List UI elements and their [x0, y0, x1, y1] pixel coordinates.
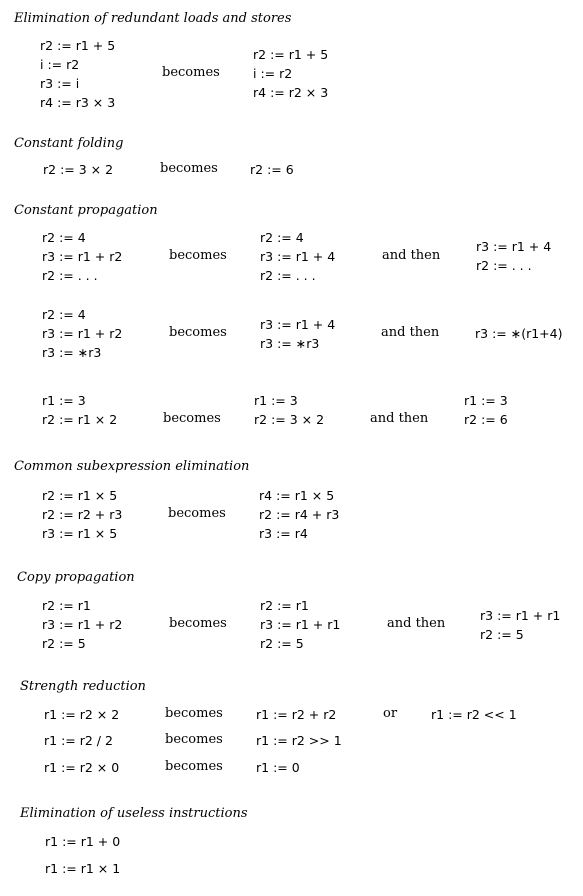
code-before-copy — [42, 596, 122, 653]
becomes-label: becomes — [169, 616, 227, 631]
code-line: r3 := i — [40, 76, 80, 91]
code-line: r2 := . . . — [42, 268, 98, 283]
and-then-label: and then — [382, 248, 441, 263]
code-line: r2 := 4 — [260, 230, 304, 245]
becomes-label: becomes — [160, 161, 218, 176]
code-line: r3 := r1 + r2 — [42, 617, 123, 632]
becomes-label: becomes — [169, 325, 227, 340]
code-after-strength-3: r1 := 0 — [256, 760, 300, 775]
code-line: r2 := . . . — [260, 268, 316, 283]
code-after-cse — [259, 486, 339, 543]
code-before-redundant — [40, 36, 115, 112]
code-line: r3 := r1 + r1 — [480, 608, 561, 623]
code-then-propagation-1 — [476, 237, 551, 275]
code-line: r1 := 3 — [42, 393, 86, 408]
code-after-strength-2: r1 := r2 >> 1 — [256, 733, 342, 748]
code-after-redundant — [253, 45, 328, 102]
code-then-propagation-3 — [464, 391, 508, 429]
code-line: r2 := 6 — [464, 412, 508, 427]
code-line: r3 := r4 — [259, 526, 308, 541]
code-line: r3 := r1 + r2 — [42, 249, 123, 264]
code-line: r2 := 4 — [42, 230, 86, 245]
code-line: r2 := r1 — [42, 598, 91, 613]
code-line: r4 := r3 × 3 — [40, 95, 116, 110]
code-line: r3 := ∗r3 — [42, 345, 102, 360]
code-before-strength-1: r1 := r2 × 2 — [44, 707, 120, 722]
code-line: r3 := ∗(r1+4) — [475, 326, 563, 341]
code-line: r2 := 4 — [42, 307, 86, 322]
and-then-label: and then — [370, 411, 429, 426]
code-line: r4 := r1 × 5 — [259, 488, 335, 503]
section-title-redundant: Elimination of redundant loads and stores — [14, 11, 292, 26]
becomes-label: becomes — [163, 411, 221, 426]
code-before-cse — [42, 486, 122, 543]
code-before-propagation-3 — [42, 391, 117, 429]
code-line: r3 := r1 + r2 — [42, 326, 123, 341]
code-before-propagation-1 — [42, 228, 122, 285]
becomes-label: becomes — [165, 732, 223, 747]
code-line: r3 := r1 × 5 — [42, 526, 118, 541]
section-title-propagation: Constant propagation — [14, 203, 158, 218]
code-line: r2 := 5 — [260, 636, 304, 651]
code-after-folding — [250, 160, 294, 179]
section-title-copy: Copy propagation — [17, 570, 135, 585]
becomes-label: becomes — [169, 248, 227, 263]
code-line: r3 := r1 + r1 — [260, 617, 341, 632]
section-title-useless: Elimination of useless instructions — [20, 806, 248, 821]
code-before-folding — [43, 160, 113, 179]
becomes-label: becomes — [162, 65, 220, 80]
and-then-label: and then — [387, 616, 446, 631]
or-label: or — [383, 706, 398, 721]
code-then-propagation-2 — [475, 324, 562, 343]
code-line: r2 := . . . — [476, 258, 532, 273]
code-line: i := r2 — [40, 57, 80, 72]
code-after-propagation-2 — [260, 315, 335, 353]
code-line: r1 := 3 — [464, 393, 508, 408]
code-line: r2 := 6 — [250, 162, 294, 177]
and-then-label: and then — [381, 325, 440, 340]
code-line: r2 := r1 + 5 — [253, 47, 329, 62]
code-line: r2 := 3 × 2 — [254, 412, 325, 427]
code-before-strength-3: r1 := r2 × 0 — [44, 760, 120, 775]
section-title-cse: Common subexpression elimination — [14, 459, 250, 474]
becomes-label: becomes — [165, 706, 223, 721]
code-line: i := r2 — [253, 66, 293, 81]
code-line: r3 := ∗r3 — [260, 336, 320, 351]
code-line: r2 := r4 + r3 — [259, 507, 340, 522]
code-after-propagation-1 — [260, 228, 335, 285]
section-title-strength: Strength reduction — [20, 679, 146, 694]
code-line: r3 := r1 + 4 — [260, 317, 336, 332]
code-useless-2: r1 := r1 × 1 — [45, 861, 121, 876]
code-line: r2 := r1 — [260, 598, 309, 613]
code-after-copy — [260, 596, 340, 653]
code-then-copy — [480, 606, 560, 644]
becomes-label: becomes — [165, 759, 223, 774]
becomes-label: becomes — [168, 506, 226, 521]
code-line: r2 := r1 × 5 — [42, 488, 118, 503]
code-after-propagation-3 — [254, 391, 324, 429]
code-alt-strength-1: r1 := r2 << 1 — [431, 707, 517, 722]
code-line: r2 := 5 — [42, 636, 86, 651]
code-line: r4 := r2 × 3 — [253, 85, 329, 100]
code-useless-1: r1 := r1 + 0 — [45, 834, 121, 849]
code-line: r2 := r2 + r3 — [42, 507, 123, 522]
code-line: r2 := 5 — [480, 627, 524, 642]
section-title-folding: Constant folding — [14, 136, 124, 151]
code-line: r2 := r1 × 2 — [42, 412, 118, 427]
code-before-strength-2: r1 := r2 / 2 — [44, 733, 113, 748]
code-after-strength-1: r1 := r2 + r2 — [256, 707, 337, 722]
code-line: r3 := r1 + 4 — [476, 239, 552, 254]
code-line: r2 := r1 + 5 — [40, 38, 116, 53]
code-line: r2 := 3 × 2 — [43, 162, 114, 177]
code-line: r1 := 3 — [254, 393, 298, 408]
code-before-propagation-2 — [42, 305, 122, 362]
code-line: r3 := r1 + 4 — [260, 249, 336, 264]
